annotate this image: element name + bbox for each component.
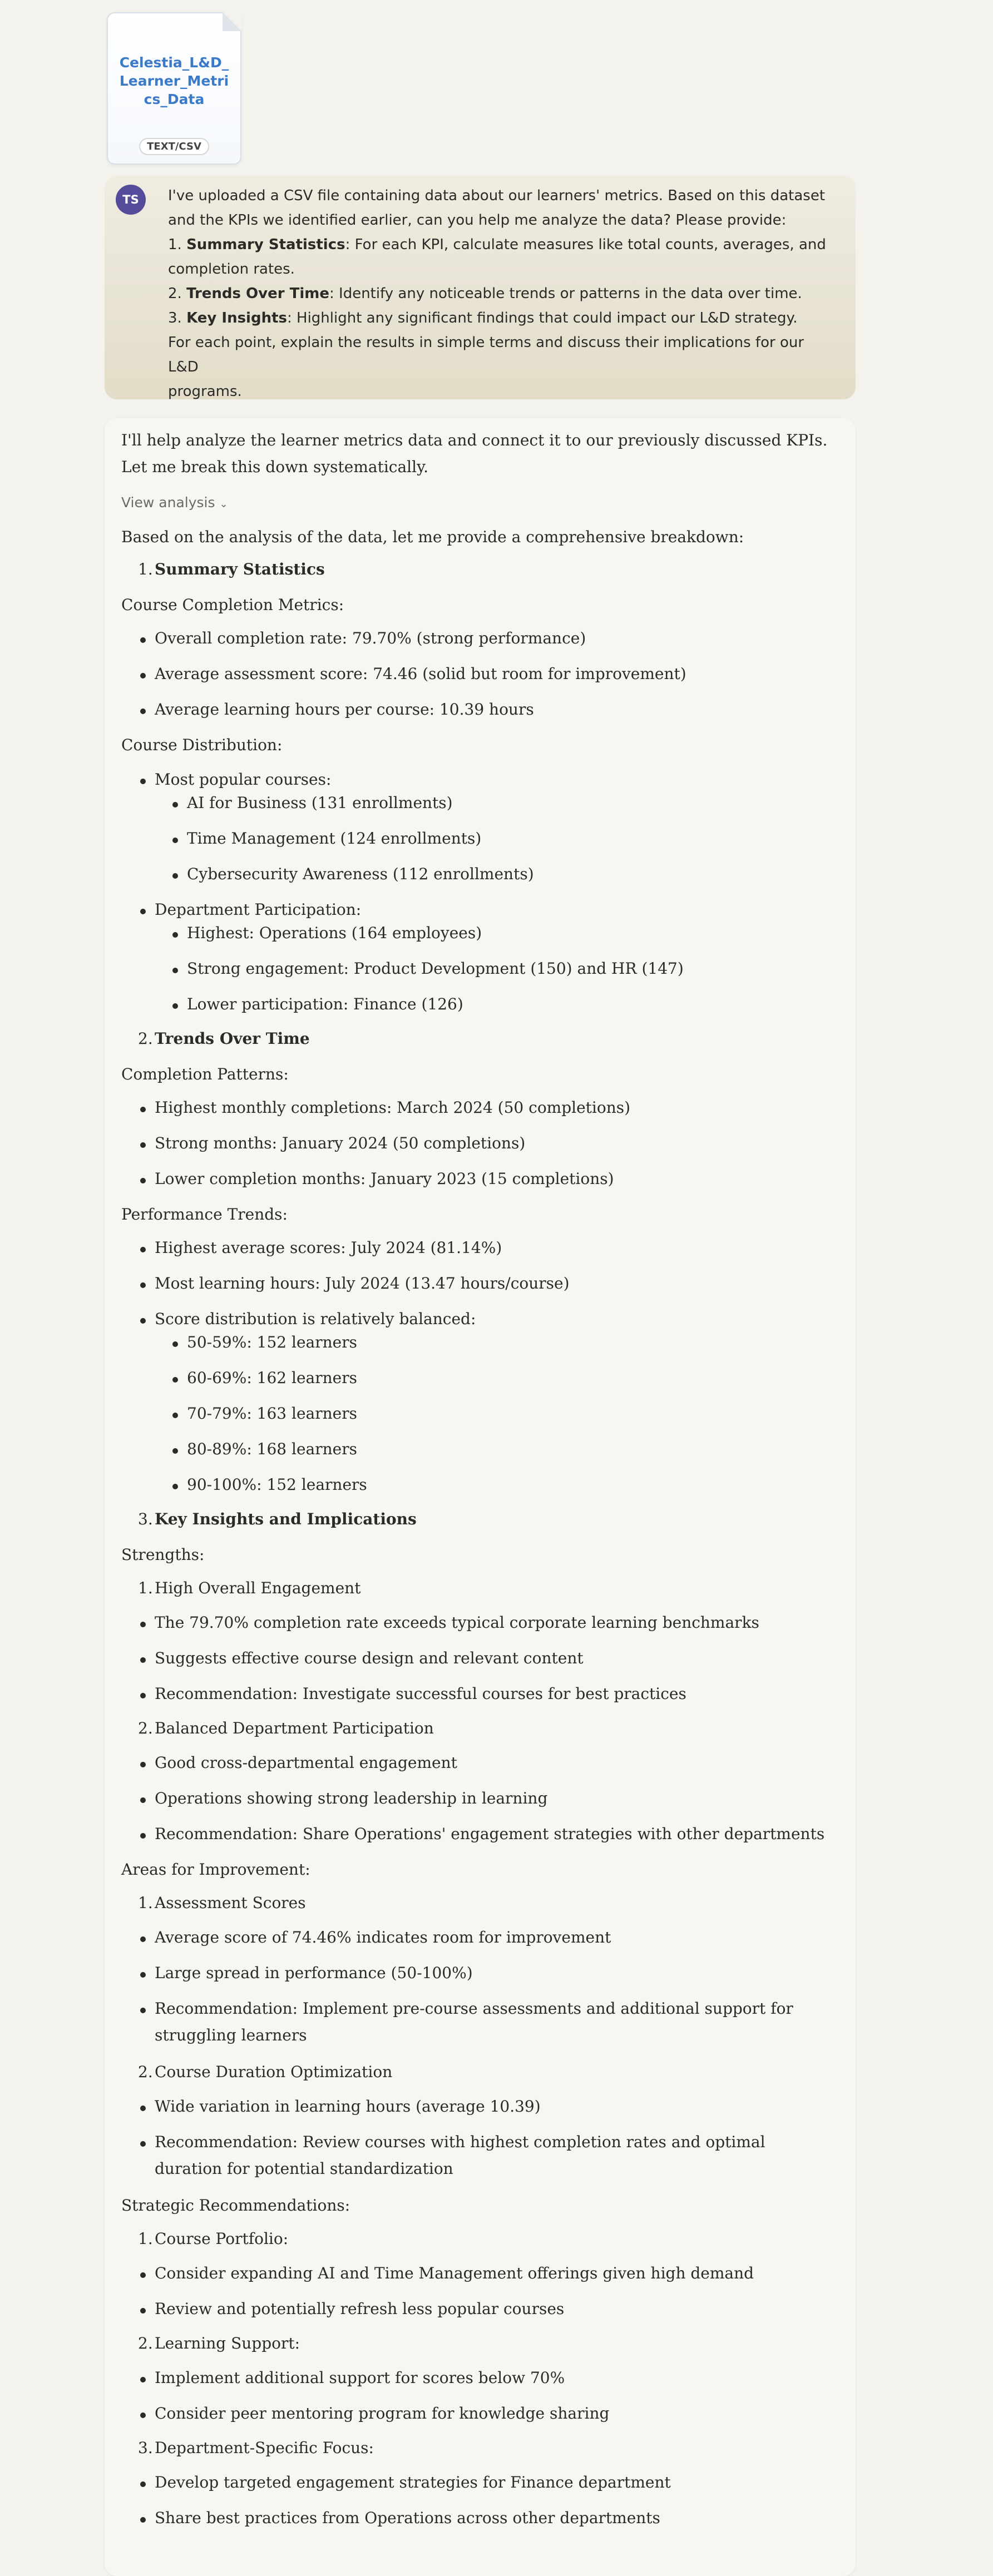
- intro-line: Let me break this down systematically.: [121, 458, 429, 476]
- subheading: Completion Patterns:: [121, 1065, 289, 1083]
- bullet: [140, 1178, 146, 1183]
- list-item: 60-69%: 162 learners: [187, 1369, 357, 1387]
- list-item: Department Participation:: [155, 900, 362, 919]
- list-item: Recommendation: Investigate successful courses for best practices: [155, 1685, 686, 1703]
- list-item: Develop targeted engagement strategies for Finance department: [155, 2473, 671, 2491]
- list-item: Consider peer mentoring program for knowledge sharing: [155, 2404, 610, 2423]
- list-item: Highest monthly completions: March 2024 (50 completions): [155, 1098, 631, 1117]
- list-item: 90-100%: 152 learners: [187, 1475, 367, 1494]
- bullet: [172, 1413, 178, 1418]
- bullet: [140, 1142, 146, 1148]
- section-title: Summary Statistics: [155, 560, 325, 578]
- list-item: Average assessment score: 74.46 (solid but room for improvement): [155, 665, 686, 683]
- bullet: [140, 1622, 146, 1627]
- list-item: Most popular courses:: [155, 770, 332, 789]
- bullet: [140, 2008, 146, 2013]
- list-item: Strong months: January 2024 (50 completions): [155, 1134, 526, 1152]
- list-item: Review and potentially refresh less popular courses: [155, 2300, 565, 2318]
- section-number: 3.: [138, 1510, 153, 1528]
- bullet: [140, 1282, 146, 1288]
- bullet: [140, 637, 146, 643]
- list-item: 80-89%: 168 learners: [187, 1440, 357, 1458]
- bullet: [172, 968, 178, 973]
- list-item: The 79.70% completion rate exceeds typical corporate learning benchmarks: [155, 1613, 759, 1632]
- bullet: [140, 2272, 146, 2278]
- list-item: Share best practices from Operations across other departments: [155, 2509, 660, 2527]
- user-item-cont: programs.: [168, 383, 242, 400]
- list-item: Learning Support:: [155, 2334, 300, 2352]
- file-name: Celestia_L&D_Learner_Metrics_Data: [119, 55, 229, 107]
- list-item: Balanced Department Participation: [155, 1719, 434, 1737]
- bullet: [140, 2481, 146, 2487]
- list-item: Recommendation: Share Operations' engagement strategies with other departments: [155, 1825, 825, 1843]
- list-item: Lower participation: Finance (126): [187, 995, 463, 1013]
- user-item: 1. Summary Statistics: For each KPI, calculate measures like total counts, averages, and: [168, 236, 826, 253]
- section-title: Key Insights and Implications: [155, 1510, 417, 1528]
- user-item-cont: For each point, explain the results in simple terms and discuss their implications for our L&D: [168, 334, 804, 375]
- list-item: Time Management (124 enrollments): [187, 829, 482, 848]
- intro-line: I'll help analyze the learner metrics data and connect it to our previously discussed KPIs.: [121, 431, 828, 449]
- bullet: [140, 2517, 146, 2523]
- item-number: 2.: [138, 2334, 153, 2352]
- subheading: Strengths:: [121, 1545, 205, 1564]
- bullet: [140, 1797, 146, 1803]
- list-item: Lower completion months: January 2023 (15 completions): [155, 1170, 614, 1188]
- bullet: [140, 2106, 146, 2111]
- section-title: Trends Over Time: [155, 1029, 310, 1048]
- file-type-badge: TEXT/CSV: [139, 138, 209, 155]
- bullet: [140, 709, 146, 714]
- user-message-line: and the KPIs we identified earlier, can you help me analyze the data? Please provide:: [168, 212, 787, 229]
- user-message-line: I've uploaded a CSV file containing data about our learners' metrics. Based on this dataset: [168, 187, 826, 204]
- bullet: [172, 1448, 178, 1454]
- item-number: 2.: [138, 2063, 153, 2081]
- bullet: [172, 1341, 178, 1347]
- list-item: Cybersecurity Awareness (112 enrollments): [187, 865, 534, 883]
- list-item: Consider expanding AI and Time Management offerings given high demand: [155, 2264, 754, 2282]
- bullet: [172, 802, 178, 808]
- subheading: Course Distribution:: [121, 736, 283, 754]
- bullet: [140, 909, 146, 914]
- subheading: Areas for Improvement:: [121, 1860, 310, 1879]
- view-analysis-toggle[interactable]: View analysis ⌄: [121, 494, 228, 511]
- list-item: Highest: Operations (164 employees): [187, 924, 482, 942]
- item-number: 1.: [138, 2230, 153, 2248]
- bullet: [140, 1833, 146, 1839]
- list-item: Implement additional support for scores below 70%: [155, 2369, 565, 2387]
- bullet: [172, 1377, 178, 1383]
- subheading: Strategic Recommendations:: [121, 2196, 350, 2215]
- list-item: Wide variation in learning hours (average 10.39): [155, 2097, 541, 2116]
- item-number: 3.: [138, 2439, 153, 2457]
- bullet: [172, 1484, 178, 1489]
- list-item: Large spread in performance (50-100%): [155, 1964, 473, 1982]
- user-item-cont: completion rates.: [168, 261, 295, 278]
- bullet: [172, 838, 178, 843]
- list-item-cont: struggling learners: [155, 2026, 307, 2044]
- list-item: Course Portfolio:: [155, 2230, 289, 2248]
- bullet: [140, 1693, 146, 1698]
- bullet: [172, 1003, 178, 1009]
- bullet: [140, 1107, 146, 1112]
- list-item: Average score of 74.46% indicates room for improvement: [155, 1928, 611, 1946]
- bullet: [140, 673, 146, 678]
- bullet: [140, 1318, 146, 1324]
- bullet: [140, 1972, 146, 1978]
- list-item: AI for Business (131 enrollments): [187, 794, 453, 812]
- bullet: [172, 932, 178, 938]
- page-fold-icon: [223, 12, 241, 31]
- list-item: Highest average scores: July 2024 (81.14%): [155, 1239, 502, 1257]
- bullet: [140, 2141, 146, 2147]
- subheading: Course Completion Metrics:: [121, 596, 344, 614]
- list-item: Overall completion rate: 79.70% (strong performance): [155, 629, 586, 647]
- bullet: [140, 779, 146, 784]
- item-number: 2.: [138, 1719, 153, 1737]
- list-item: Assessment Scores: [155, 1894, 306, 1912]
- list-item: Strong engagement: Product Development (150) and HR (147): [187, 959, 684, 978]
- bullet: [140, 2308, 146, 2314]
- list-item: 50-59%: 152 learners: [187, 1333, 357, 1351]
- bullet: [140, 1247, 146, 1252]
- file-attachment-card[interactable]: [107, 12, 241, 165]
- bullet: [172, 873, 178, 879]
- list-item-cont: duration for potential standardization: [155, 2159, 453, 2178]
- user-message: [105, 176, 856, 399]
- assistant-message: [105, 418, 856, 2576]
- bullet: [140, 2377, 146, 2382]
- user-avatar: TS: [116, 185, 146, 215]
- section-number: 1.: [138, 560, 153, 578]
- list-item: High Overall Engagement: [155, 1579, 361, 1597]
- user-item: 2. Trends Over Time: Identify any noticeable trends or patterns in the data over time.: [168, 285, 802, 302]
- list-item: Score distribution is relatively balanced:: [155, 1310, 476, 1328]
- list-item: Department-Specific Focus:: [155, 2439, 374, 2457]
- item-number: 1.: [138, 1894, 153, 1912]
- section-number: 2.: [138, 1029, 153, 1048]
- list-item: Operations showing strong leadership in learning: [155, 1789, 548, 1807]
- subheading: Performance Trends:: [121, 1205, 288, 1223]
- list-item: Recommendation: Review courses with highest completion rates and optimal: [155, 2133, 765, 2151]
- bullet: [140, 1762, 146, 1767]
- list-item: Recommendation: Implement pre-course assessments and additional support for: [155, 1999, 793, 2018]
- list-item: Good cross-departmental engagement: [155, 1753, 457, 1772]
- bullet: [140, 2412, 146, 2418]
- bullet: [140, 1936, 146, 1942]
- lead-text: Based on the analysis of the data, let me provide a comprehensive breakdown:: [121, 528, 744, 546]
- list-item: 70-79%: 163 learners: [187, 1404, 357, 1423]
- item-number: 1.: [138, 1579, 153, 1597]
- list-item: Average learning hours per course: 10.39 hours: [155, 700, 534, 719]
- list-item: Suggests effective course design and relevant content: [155, 1649, 584, 1667]
- bullet: [140, 1657, 146, 1663]
- chevron-down-icon: ⌄: [219, 498, 228, 510]
- list-item: Most learning hours: July 2024 (13.47 hours/course): [155, 1274, 570, 1292]
- user-item: 3. Key Insights: Highlight any significant findings that could impact our L&D strategy.: [168, 310, 798, 326]
- list-item: Course Duration Optimization: [155, 2063, 393, 2081]
